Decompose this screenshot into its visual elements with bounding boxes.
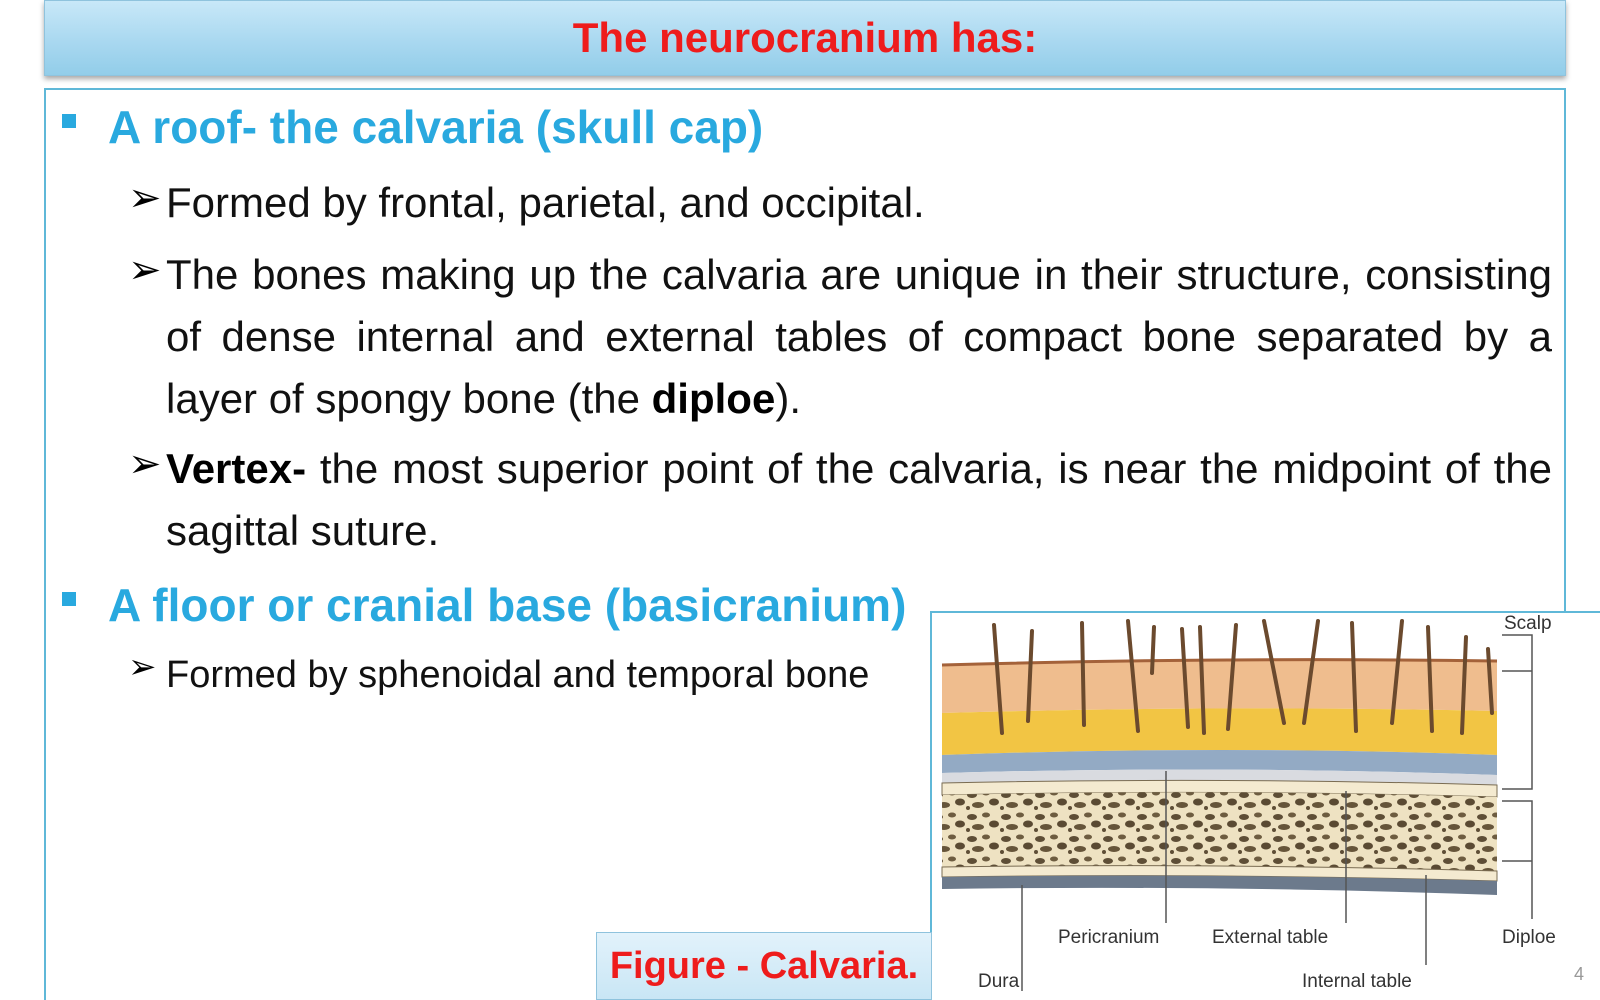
square-bullet-icon xyxy=(62,592,76,606)
arrow-bullet-icon: ➢ xyxy=(128,648,157,686)
roof-heading: A roof- the calvaria (skull cap) xyxy=(108,101,764,153)
floor-point-formed-by: Formed by sphenoidal and temporal bone xyxy=(166,654,870,696)
structure-text-end: ). xyxy=(775,375,801,422)
vertex-term: Vertex- xyxy=(166,445,307,492)
arrow-bullet-icon: ➢ xyxy=(128,248,162,292)
structure-text: The bones making up the calvaria are unique in their structure, consisting of dense internal and external tables of compact bone separated by a layer of spongy bone (the xyxy=(166,251,1552,422)
calvaria-illustration xyxy=(932,613,1600,1000)
square-bullet-icon xyxy=(62,114,76,128)
floor-heading: A floor or cranial base (basicranium) xyxy=(108,579,907,631)
roof-point-vertex xyxy=(166,438,1552,562)
label-dura: Dura xyxy=(978,971,1020,992)
page-number: 4 xyxy=(1574,964,1585,984)
calvaria-figure xyxy=(930,611,1600,1000)
figure-caption-box xyxy=(596,932,932,1000)
diploe-term: diploe xyxy=(651,375,776,422)
roof-point-formed-by: Formed by frontal, parietal, and occipital. xyxy=(166,179,925,226)
roof-point-structure xyxy=(166,244,1552,430)
label-pericranium: Pericranium xyxy=(1058,927,1160,948)
title-bar xyxy=(44,0,1566,76)
figure-caption: Figure - Calvaria. xyxy=(609,944,919,987)
slide-title: The neurocranium has: xyxy=(572,14,1038,61)
label-scalp: Scalp xyxy=(1504,613,1552,634)
label-external-table: External table xyxy=(1212,927,1329,948)
label-diploe: Diploe xyxy=(1502,927,1556,948)
arrow-bullet-icon: ➢ xyxy=(128,176,162,220)
arrow-bullet-icon: ➢ xyxy=(128,442,162,486)
vertex-text: the most superior point of the calvaria, is near the midpoint of the sagittal suture. xyxy=(166,445,1552,554)
label-internal-table: Internal table xyxy=(1302,971,1412,992)
